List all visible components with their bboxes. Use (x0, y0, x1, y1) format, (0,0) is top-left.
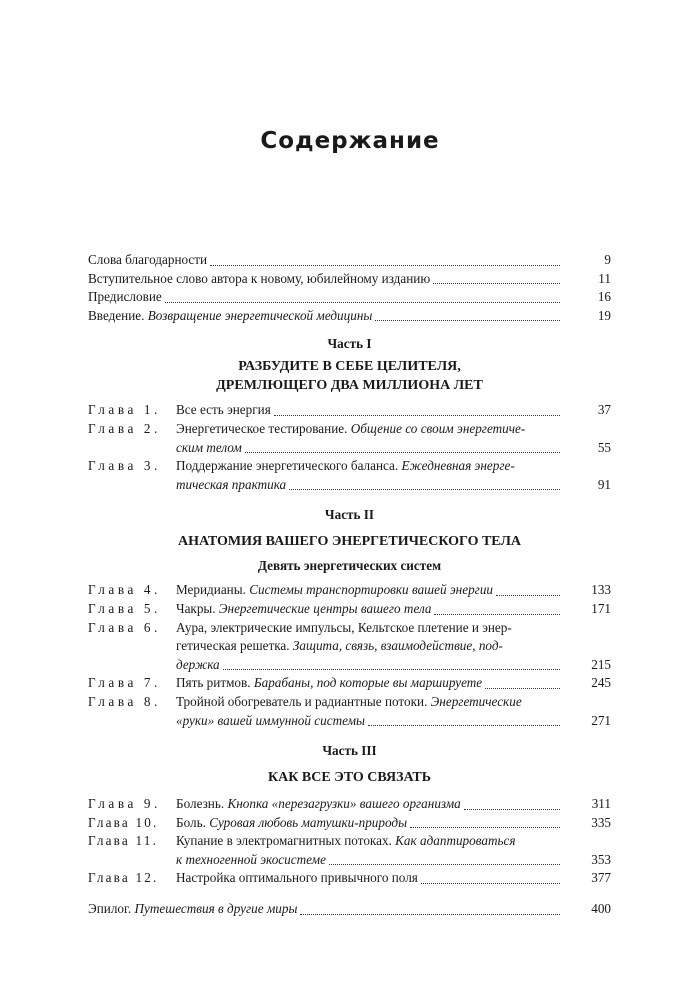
page-number: 9 (604, 252, 611, 267)
part-3-title: КАК ВСЕ ЭТО СВЯЗАТЬ (268, 770, 431, 786)
entry-subtitle: Системы транспортировки вашей энергии (249, 582, 494, 598)
dot-leader (433, 273, 560, 284)
dot-leader (329, 854, 560, 865)
page-number: 91 (597, 476, 611, 492)
chapter-label: Глава 9. (88, 796, 161, 812)
entry-subtitle: Кнопка «перезагрузки» вашего организма (227, 796, 461, 812)
chapter-label: Глава 3. (88, 458, 161, 474)
entry-title: Купание в электромагнитных потоках. (176, 833, 396, 849)
entry-subtitle-cont: ским телом (176, 439, 242, 455)
dot-leader (289, 479, 560, 490)
chapter-label: Глава 11. (88, 833, 159, 849)
toc-entry-chapter-11[interactable] (88, 832, 611, 869)
entry-title-cont: гетическая решетка. (176, 638, 293, 654)
entry-subtitle: Защита, связь, взаимодействие, под- (292, 638, 503, 654)
entry-title: Предисловие (88, 289, 162, 305)
page-number: 353 (591, 851, 611, 867)
dot-leader (274, 405, 560, 416)
dot-leader (434, 604, 560, 615)
toc-entry-preface[interactable] (88, 288, 611, 307)
toc-entry-chapter-3[interactable] (88, 457, 611, 494)
part-1-label: Часть I (327, 336, 372, 352)
entry-subtitle: Ежедневная энерге- (401, 458, 515, 474)
entry-title: Все есть энергия (176, 402, 271, 418)
dot-leader (410, 817, 560, 828)
entry-subtitle: Возвращение энергетической медицины (147, 307, 373, 323)
entry-subtitle-cont: «руки» вашей иммунной системы (176, 712, 365, 728)
dot-leader (421, 873, 560, 884)
chapter-label: Глава 10. (88, 814, 159, 830)
part-1-title-line-2: ДРЕМЛЮЩЕГО ДВА МИЛЛИОНА ЛЕТ (216, 378, 483, 394)
dot-leader (485, 678, 560, 689)
part-3-label: Часть III (322, 743, 377, 759)
dot-leader (165, 292, 560, 303)
dot-leader (210, 255, 560, 266)
chapter-label: Глава 6. (88, 619, 161, 635)
entry-title: Поддержание энергетического баланса. (176, 458, 402, 474)
entry-subtitle-cont: к техногенной экосистеме (176, 851, 326, 867)
entry-subtitle-cont: тическая практика (176, 476, 287, 492)
toc-entry-chapter-7[interactable] (88, 674, 611, 693)
toc-entry-authors-word[interactable] (88, 270, 611, 289)
toc-entry-introduction[interactable] (88, 307, 611, 326)
dot-leader (245, 442, 560, 453)
entry-title: Настройка оптимального привычного поля (176, 870, 418, 886)
entry-title: Вступительное слово автора к новому, юбилейному изданию (88, 270, 431, 286)
entry-title: Пять ритмов. (176, 675, 254, 691)
entry-title: Слова благодарности (88, 252, 208, 267)
toc-entry-chapter-8[interactable] (88, 693, 611, 730)
chapter-label: Глава 2. (88, 420, 161, 436)
page-number: 215 (591, 656, 611, 672)
page-number: 245 (591, 675, 611, 691)
dot-leader (368, 715, 560, 726)
part-1-title-line-1: РАЗБУДИТЕ В СЕБЕ ЦЕЛИТЕЛЯ, (238, 359, 461, 375)
part-2-title: АНАТОМИЯ ВАШЕГО ЭНЕРГЕТИЧЕСКОГО ТЕЛА (177, 534, 521, 550)
page-number: 377 (591, 870, 611, 886)
page-number: 271 (591, 712, 611, 728)
page-number: 171 (591, 600, 611, 616)
entry-title: Тройной обогреватель и радиантные потоки. (176, 693, 431, 709)
chapter-label: Глава 8. (88, 693, 161, 709)
entry-subtitle: Как адаптироваться (395, 833, 516, 849)
dot-leader (464, 799, 560, 810)
dot-leader (496, 585, 560, 596)
toc-entry-chapter-12[interactable] (88, 869, 611, 888)
chapter-label: Глава 4. (88, 582, 161, 598)
page-number: 311 (591, 796, 611, 812)
entry-subtitle: Суровая любовь матушки-природы (209, 814, 408, 830)
toc-entry-chapter-2[interactable] (88, 420, 611, 457)
entry-title: Чакры. (176, 600, 219, 616)
entry-subtitle: Барабаны, под которые вы маршируете (253, 675, 483, 691)
entry-title: Меридианы. (176, 582, 250, 598)
table-of-contents (88, 251, 611, 919)
part-2-subtitle: Девять энергетических систем (257, 558, 442, 574)
entry-subtitle: Путешествия в другие миры (134, 901, 298, 917)
toc-entry-chapter-6[interactable] (88, 619, 611, 675)
entry-subtitle: Энергетические (430, 693, 522, 709)
part-2-label: Часть II (324, 507, 375, 523)
chapter-label: Глава 7. (88, 675, 161, 691)
entry-title: Аура, электрические импульсы, Кельтское плетение и энер- (176, 619, 512, 635)
entry-title: Болезнь. (176, 796, 228, 812)
entry-title: Энергетическое тестирование. (176, 420, 351, 436)
page-title: Содержание (260, 128, 440, 154)
toc-entry-acknowledgements[interactable] (88, 251, 611, 270)
dot-leader (375, 310, 560, 321)
toc-entry-chapter-10[interactable] (88, 814, 611, 833)
page-number: 400 (591, 901, 611, 917)
chapter-label: Глава 5. (88, 600, 161, 616)
chapter-label: Глава 1. (88, 402, 161, 418)
chapter-label: Глава 12. (88, 870, 159, 886)
entry-subtitle: Энергетические центры вашего тела (218, 600, 432, 616)
entry-subtitle-cont: держка (176, 656, 220, 672)
toc-entry-chapter-1[interactable] (88, 401, 611, 420)
page-number: 55 (597, 439, 611, 455)
entry-subtitle: Общение со своим энергетиче- (350, 420, 526, 436)
dot-leader (223, 659, 560, 670)
page-number: 16 (597, 289, 611, 305)
toc-entry-chapter-4[interactable] (88, 581, 611, 600)
entry-title: Эпилог. (88, 901, 135, 917)
page-number: 37 (597, 402, 611, 418)
page-number: 19 (597, 307, 611, 323)
dot-leader (300, 904, 560, 915)
toc-entry-chapter-5[interactable] (88, 600, 611, 619)
page-number: 133 (591, 582, 611, 598)
toc-entry-epilogue[interactable] (88, 900, 611, 919)
page-number: 11 (598, 270, 611, 286)
page-number: 335 (591, 814, 611, 830)
entry-title: Боль. (176, 814, 210, 830)
entry-title: Введение. (88, 307, 148, 323)
toc-entry-chapter-9[interactable] (88, 795, 611, 814)
